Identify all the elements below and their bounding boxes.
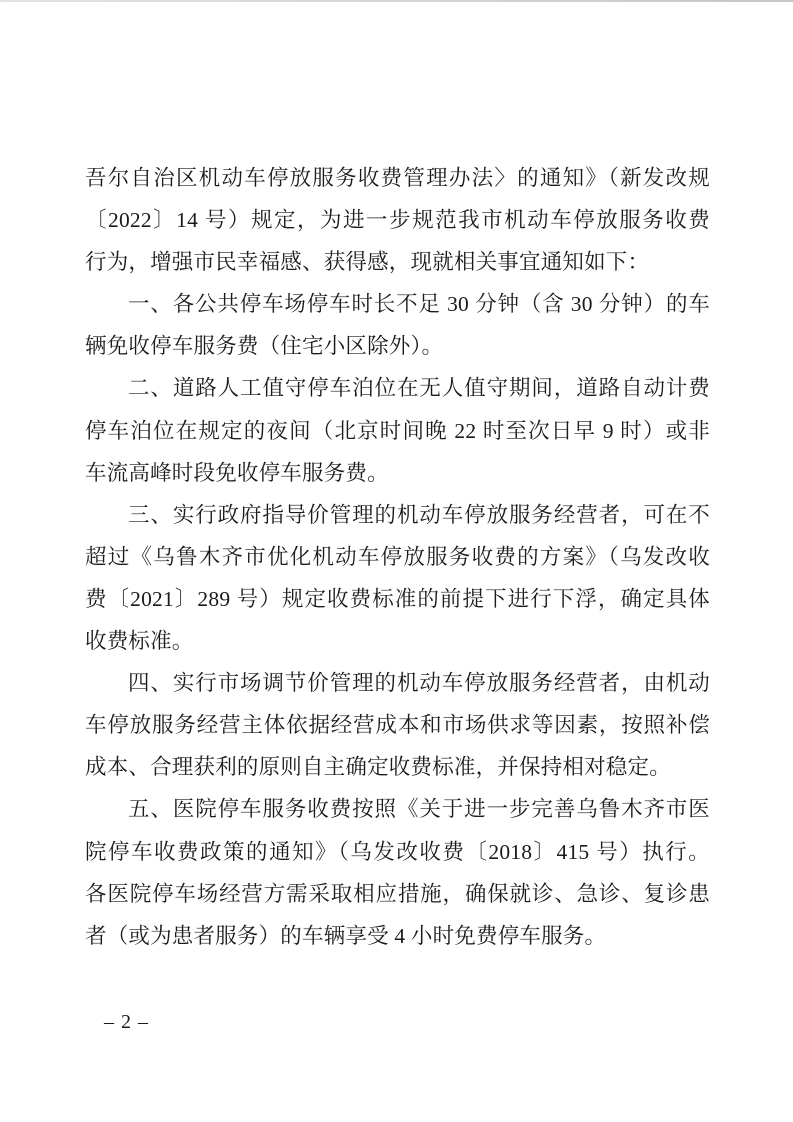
scan-top-edge-artifact xyxy=(0,0,793,2)
text-line: 二、道路人工值守停车泊位在无人值守期间，道路自动计费 xyxy=(128,376,710,401)
text-line: 车停放服务经营主体依据经营成本和市场供求等因素，按照补偿 xyxy=(85,713,710,738)
text-line: 吾尔自治区机动车停放服务收费管理办法〉的通知》（新发改规 xyxy=(85,166,710,190)
text-line: 各医院停车场经营方需采取相应措施，确保就诊、急诊、复诊患 xyxy=(85,881,710,906)
text-line: 超过《乌鲁木齐市优化机动车停放服务收费的方案》（乌发改收 xyxy=(85,544,710,569)
text-line: 行为，增强市民幸福感、获得感，现就相关事宜通知如下： xyxy=(85,250,650,275)
text-line: 〔2022〕14 号）规定，为进一步规范我市机动车停放服务收费 xyxy=(85,208,710,233)
text-line: 收费标准。 xyxy=(85,629,194,654)
text-line: 一、各公共停车场停车时长不足 30 分钟（含 30 分钟）的车 xyxy=(128,292,710,317)
text-line: 三、实行政府指导价管理的机动车停放服务经营者，可在不 xyxy=(128,502,710,527)
text-line: 车流高峰时段免收停车服务费。 xyxy=(85,460,389,485)
text-line: 辆免收停车服务费（住宅小区除外）。 xyxy=(85,334,444,359)
text-line: 者（或为患者服务）的车辆享受 4 小时免费停车服务。 xyxy=(85,923,607,948)
text-line: 成本、合理获利的原则自主确定收费标准，并保持相对稳定。 xyxy=(85,755,671,780)
text-line: 院停车收费政策的通知》（乌发改收费〔2018〕415 号）执行。 xyxy=(85,839,710,864)
text-line: 停车泊位在规定的夜间（北京时间晚 22 时至次日早 9 时）或非 xyxy=(85,418,710,443)
page-number: – 2 – xyxy=(104,1011,149,1033)
text-line: 四、实行市场调节价管理的机动车停放服务经营者，由机动 xyxy=(128,671,710,696)
document-body xyxy=(85,157,710,957)
text-line: 费〔2021〕289 号）规定收费标准的前提下进行下浮，确定具体 xyxy=(85,586,710,611)
text-line: 五、医院停车服务收费按照《关于进一步完善乌鲁木齐市医 xyxy=(128,797,710,822)
